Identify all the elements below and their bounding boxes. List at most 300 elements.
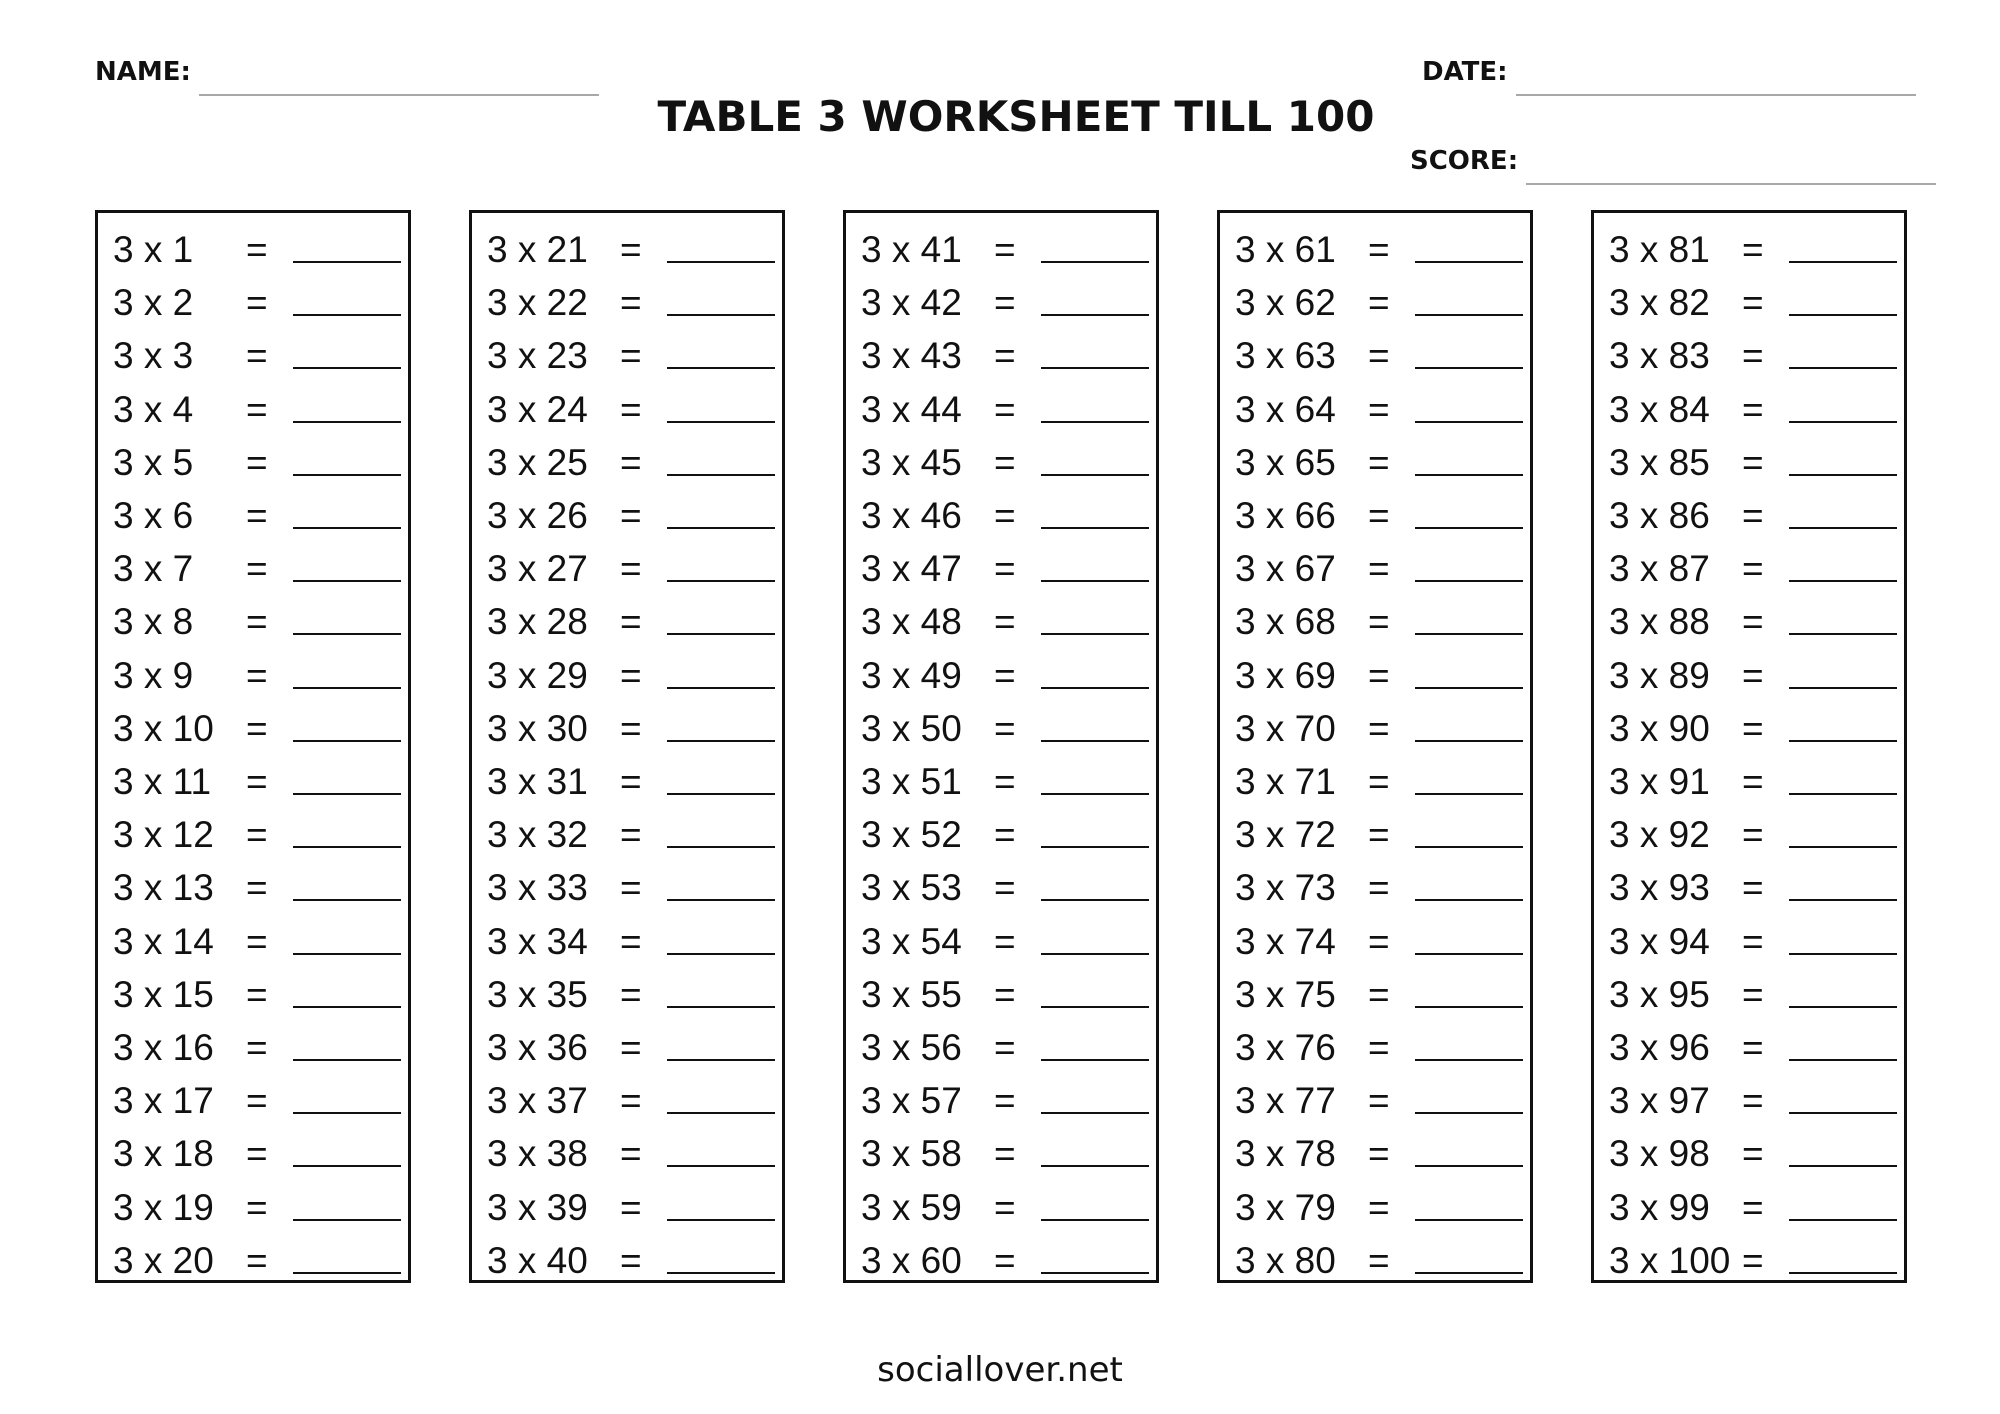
problem-row — [846, 968, 1156, 1021]
equals-sign: = — [620, 707, 642, 749]
answer-blank[interactable] — [1041, 421, 1149, 423]
problem-expression: 3 x 15 — [113, 973, 214, 1015]
problem-expression: 3 x 98 — [1609, 1133, 1710, 1175]
answer-blank[interactable] — [667, 580, 775, 582]
answer-blank[interactable] — [1789, 1165, 1897, 1167]
answer-blank[interactable] — [293, 1006, 401, 1008]
problem-expression: 3 x 49 — [861, 654, 962, 696]
problem-row — [98, 489, 408, 542]
problem-expression: 3 x 52 — [861, 814, 962, 856]
problem-expression: 3 x 75 — [1235, 973, 1336, 1015]
problem-expression: 3 x 44 — [861, 388, 962, 430]
equals-sign: = — [246, 1239, 268, 1281]
problem-expression: 3 x 50 — [861, 707, 962, 749]
problem-expression: 3 x 66 — [1235, 495, 1336, 536]
problem-expression: 3 x 13 — [113, 867, 214, 909]
equals-sign: = — [1368, 761, 1390, 802]
equals-sign: = — [994, 548, 1016, 590]
problem-expression: 3 x 41 — [861, 229, 962, 270]
equals-sign: = — [246, 654, 268, 696]
answer-blank[interactable] — [1041, 314, 1149, 316]
problem-row — [472, 383, 782, 436]
equals-sign: = — [246, 867, 268, 909]
problem-row — [472, 595, 782, 648]
problem-row — [472, 436, 782, 489]
problem-expression: 3 x 82 — [1609, 282, 1710, 324]
answer-blank[interactable] — [667, 1272, 775, 1274]
answer-blank[interactable] — [293, 793, 401, 795]
equals-sign: = — [620, 1239, 642, 1281]
problem-expression: 3 x 95 — [1609, 973, 1710, 1015]
problem-expression: 3 x 27 — [487, 548, 588, 590]
problem-expression: 3 x 63 — [1235, 335, 1336, 377]
answer-blank[interactable] — [667, 1006, 775, 1008]
answer-blank[interactable] — [1415, 1272, 1523, 1274]
equals-sign: = — [246, 601, 268, 643]
problem-row — [1594, 489, 1904, 542]
equals-sign: = — [1368, 973, 1390, 1015]
answer-blank[interactable] — [1789, 1219, 1897, 1221]
answer-blank[interactable] — [1789, 1006, 1897, 1008]
equals-sign: = — [1368, 1239, 1390, 1281]
footer-site: sociallover.net — [877, 1350, 1123, 1390]
problem-expression: 3 x 30 — [487, 707, 588, 749]
equals-sign: = — [1742, 867, 1764, 909]
answer-blank[interactable] — [1041, 687, 1149, 689]
equals-sign: = — [994, 388, 1016, 430]
problem-expression: 3 x 39 — [487, 1186, 588, 1228]
problem-expression: 3 x 97 — [1609, 1080, 1710, 1122]
equals-sign: = — [1742, 229, 1764, 270]
answer-blank[interactable] — [1041, 261, 1149, 263]
problem-row — [472, 1181, 782, 1234]
problem-expression: 3 x 29 — [487, 654, 588, 696]
problem-expression: 3 x 90 — [1609, 707, 1710, 749]
answer-blank[interactable] — [1415, 793, 1523, 795]
problem-expression: 3 x 24 — [487, 388, 588, 430]
equals-sign: = — [246, 229, 268, 270]
answer-blank[interactable] — [1789, 580, 1897, 582]
problem-expression: 3 x 51 — [861, 761, 962, 802]
problem-expression: 3 x 74 — [1235, 920, 1336, 962]
answer-blank[interactable] — [667, 1059, 775, 1061]
equals-sign: = — [1368, 335, 1390, 377]
problem-row — [1220, 915, 1530, 968]
equals-sign: = — [1368, 920, 1390, 962]
problem-row — [846, 1234, 1156, 1287]
equals-sign: = — [1742, 388, 1764, 430]
name-field[interactable] — [95, 58, 599, 86]
problem-row — [1220, 755, 1530, 808]
problem-row — [1594, 968, 1904, 1021]
equals-sign: = — [994, 282, 1016, 324]
problem-row — [1594, 276, 1904, 329]
equals-sign: = — [994, 654, 1016, 696]
problem-column-3 — [843, 210, 1159, 1283]
answer-blank[interactable] — [293, 1272, 401, 1274]
answer-blank[interactable] — [1789, 740, 1897, 742]
problem-row — [1220, 595, 1530, 648]
answer-blank[interactable] — [1041, 899, 1149, 901]
answer-blank[interactable] — [1415, 1112, 1523, 1114]
equals-sign: = — [246, 1186, 268, 1228]
equals-sign: = — [1742, 548, 1764, 590]
equals-sign: = — [994, 1080, 1016, 1122]
problem-expression: 3 x 3 — [113, 335, 194, 377]
equals-sign: = — [620, 973, 642, 1015]
answer-blank[interactable] — [1041, 953, 1149, 955]
problem-expression: 3 x 59 — [861, 1186, 962, 1228]
score-blank-line[interactable] — [1526, 183, 1936, 185]
problem-expression: 3 x 12 — [113, 814, 214, 856]
problem-expression: 3 x 26 — [487, 495, 588, 536]
problem-expression: 3 x 45 — [861, 441, 962, 483]
problem-row — [1594, 915, 1904, 968]
answer-blank[interactable] — [293, 633, 401, 635]
equals-sign: = — [246, 920, 268, 962]
problem-expression: 3 x 73 — [1235, 867, 1336, 909]
answer-blank[interactable] — [667, 793, 775, 795]
answer-blank[interactable] — [1415, 687, 1523, 689]
problem-row — [1594, 649, 1904, 702]
answer-blank[interactable] — [293, 1165, 401, 1167]
problem-expression: 3 x 2 — [113, 282, 194, 324]
answer-blank[interactable] — [1041, 1059, 1149, 1061]
problem-row — [472, 861, 782, 914]
problem-row — [846, 276, 1156, 329]
problem-expression: 3 x 69 — [1235, 654, 1336, 696]
answer-blank[interactable] — [1041, 793, 1149, 795]
answer-blank[interactable] — [1415, 953, 1523, 955]
equals-sign: = — [1368, 654, 1390, 696]
equals-sign: = — [246, 388, 268, 430]
answer-blank[interactable] — [1415, 474, 1523, 476]
problem-row — [98, 968, 408, 1021]
answer-blank[interactable] — [1789, 261, 1897, 263]
problem-row — [846, 489, 1156, 542]
answer-blank[interactable] — [1789, 527, 1897, 529]
problem-expression: 3 x 81 — [1609, 229, 1710, 270]
answer-blank[interactable] — [1789, 1272, 1897, 1274]
answer-blank[interactable] — [293, 1112, 401, 1114]
problem-column-1 — [95, 210, 411, 1283]
equals-sign: = — [246, 973, 268, 1015]
answer-blank[interactable] — [1789, 1112, 1897, 1114]
answer-blank[interactable] — [1415, 367, 1523, 369]
answer-blank[interactable] — [293, 527, 401, 529]
problem-expression: 3 x 20 — [113, 1239, 214, 1281]
equals-sign: = — [1368, 495, 1390, 536]
problem-expression: 3 x 55 — [861, 973, 962, 1015]
problem-row — [846, 702, 1156, 755]
answer-blank[interactable] — [293, 367, 401, 369]
answer-blank[interactable] — [667, 261, 775, 263]
equals-sign: = — [1368, 601, 1390, 643]
problem-expression: 3 x 33 — [487, 867, 588, 909]
problem-row — [846, 861, 1156, 914]
problem-row — [1594, 808, 1904, 861]
answer-blank[interactable] — [293, 687, 401, 689]
problem-expression: 3 x 60 — [861, 1239, 962, 1281]
equals-sign: = — [1742, 282, 1764, 324]
answer-blank[interactable] — [1789, 474, 1897, 476]
problem-expression: 3 x 6 — [113, 495, 194, 536]
answer-blank[interactable] — [667, 474, 775, 476]
answer-blank[interactable] — [293, 261, 401, 263]
answer-blank[interactable] — [1415, 580, 1523, 582]
problem-row — [1220, 808, 1530, 861]
equals-sign: = — [246, 335, 268, 377]
equals-sign: = — [994, 867, 1016, 909]
problem-row — [1220, 542, 1530, 595]
problem-row — [98, 1234, 408, 1287]
answer-blank[interactable] — [293, 740, 401, 742]
problem-row — [472, 915, 782, 968]
answer-blank[interactable] — [667, 527, 775, 529]
problem-row — [846, 649, 1156, 702]
equals-sign: = — [1368, 1080, 1390, 1122]
answer-blank[interactable] — [1789, 953, 1897, 955]
equals-sign: = — [994, 229, 1016, 270]
problem-expression: 3 x 54 — [861, 920, 962, 962]
equals-sign: = — [994, 335, 1016, 377]
answer-blank[interactable] — [1415, 527, 1523, 529]
problem-row — [846, 329, 1156, 382]
problem-expression: 3 x 37 — [487, 1080, 588, 1122]
problem-expression: 3 x 94 — [1609, 920, 1710, 962]
problem-expression: 3 x 9 — [113, 654, 194, 696]
problem-expression: 3 x 91 — [1609, 761, 1710, 802]
score-field[interactable] — [1410, 147, 1936, 175]
problem-row — [98, 702, 408, 755]
equals-sign: = — [1368, 1186, 1390, 1228]
equals-sign: = — [620, 761, 642, 802]
problem-expression: 3 x 46 — [861, 495, 962, 536]
problem-row — [1220, 1021, 1530, 1074]
problem-row — [98, 223, 408, 276]
answer-blank[interactable] — [1041, 580, 1149, 582]
problem-expression: 3 x 14 — [113, 920, 214, 962]
answer-blank[interactable] — [293, 314, 401, 316]
problem-row — [846, 755, 1156, 808]
equals-sign: = — [620, 654, 642, 696]
answer-blank[interactable] — [667, 1219, 775, 1221]
equals-sign: = — [246, 1133, 268, 1175]
answer-blank[interactable] — [1415, 1165, 1523, 1167]
answer-blank[interactable] — [1415, 1006, 1523, 1008]
answer-blank[interactable] — [667, 687, 775, 689]
equals-sign: = — [246, 1080, 268, 1122]
equals-sign: = — [246, 707, 268, 749]
problem-row — [1220, 1074, 1530, 1127]
answer-blank[interactable] — [1415, 261, 1523, 263]
problem-row — [1220, 861, 1530, 914]
equals-sign: = — [1742, 1239, 1764, 1281]
equals-sign: = — [620, 495, 642, 536]
answer-blank[interactable] — [1789, 314, 1897, 316]
equals-sign: = — [246, 814, 268, 856]
problem-expression: 3 x 76 — [1235, 1027, 1336, 1068]
answer-blank[interactable] — [667, 953, 775, 955]
answer-blank[interactable] — [1415, 421, 1523, 423]
problem-row — [1594, 223, 1904, 276]
equals-sign: = — [620, 388, 642, 430]
problem-row — [1594, 755, 1904, 808]
answer-blank[interactable] — [1415, 633, 1523, 635]
problem-row — [1220, 649, 1530, 702]
problem-expression: 3 x 5 — [113, 441, 194, 483]
problem-column-5 — [1591, 210, 1907, 1283]
answer-blank[interactable] — [1041, 474, 1149, 476]
answer-blank[interactable] — [1789, 687, 1897, 689]
answer-blank[interactable] — [1041, 1272, 1149, 1274]
problem-expression: 3 x 23 — [487, 335, 588, 377]
problem-row — [472, 808, 782, 861]
problem-expression: 3 x 67 — [1235, 548, 1336, 590]
problem-row — [98, 595, 408, 648]
problem-row — [1594, 1127, 1904, 1180]
problem-row — [1220, 383, 1530, 436]
answer-blank[interactable] — [1041, 1112, 1149, 1114]
answer-blank[interactable] — [667, 740, 775, 742]
equals-sign: = — [246, 1027, 268, 1068]
problem-expression: 3 x 32 — [487, 814, 588, 856]
problem-column-4 — [1217, 210, 1533, 1283]
answer-blank[interactable] — [667, 633, 775, 635]
answer-blank[interactable] — [293, 899, 401, 901]
answer-blank[interactable] — [293, 474, 401, 476]
answer-blank[interactable] — [293, 1219, 401, 1221]
answer-blank[interactable] — [293, 1059, 401, 1061]
problem-row — [1220, 329, 1530, 382]
answer-blank[interactable] — [1415, 740, 1523, 742]
problem-row — [472, 489, 782, 542]
answer-blank[interactable] — [1415, 846, 1523, 848]
problem-row — [846, 808, 1156, 861]
problem-expression: 3 x 64 — [1235, 388, 1336, 430]
problem-expression: 3 x 19 — [113, 1186, 214, 1228]
problem-expression: 3 x 38 — [487, 1133, 588, 1175]
problem-expression: 3 x 8 — [113, 601, 194, 643]
problem-expression: 3 x 11 — [113, 761, 212, 802]
equals-sign: = — [1742, 1027, 1764, 1068]
answer-blank[interactable] — [1041, 846, 1149, 848]
problem-row — [472, 223, 782, 276]
answer-blank[interactable] — [293, 421, 401, 423]
answer-blank[interactable] — [667, 367, 775, 369]
answer-blank[interactable] — [1789, 1059, 1897, 1061]
problem-row — [846, 1021, 1156, 1074]
problem-row — [98, 861, 408, 914]
answer-blank[interactable] — [1789, 367, 1897, 369]
problem-row — [472, 329, 782, 382]
equals-sign: = — [1368, 707, 1390, 749]
problem-row — [1594, 1021, 1904, 1074]
answer-blank[interactable] — [1415, 1059, 1523, 1061]
answer-blank[interactable] — [1041, 740, 1149, 742]
answer-blank[interactable] — [1041, 367, 1149, 369]
problem-expression: 3 x 40 — [487, 1239, 588, 1281]
problem-expression: 3 x 58 — [861, 1133, 962, 1175]
problem-row — [98, 276, 408, 329]
answer-blank[interactable] — [1041, 633, 1149, 635]
problem-row — [98, 383, 408, 436]
answer-blank[interactable] — [1041, 527, 1149, 529]
problem-expression: 3 x 57 — [861, 1080, 962, 1122]
answer-blank[interactable] — [1789, 421, 1897, 423]
problem-row — [846, 915, 1156, 968]
problem-expression: 3 x 62 — [1235, 282, 1336, 324]
problem-expression: 3 x 48 — [861, 601, 962, 643]
problem-expression: 3 x 88 — [1609, 601, 1710, 643]
problem-row — [1220, 1234, 1530, 1287]
answer-blank[interactable] — [1041, 1219, 1149, 1221]
answer-blank[interactable] — [667, 314, 775, 316]
problem-expression: 3 x 96 — [1609, 1027, 1710, 1068]
problem-expression: 3 x 43 — [861, 335, 962, 377]
answer-blank[interactable] — [667, 1165, 775, 1167]
equals-sign: = — [994, 1239, 1016, 1281]
equals-sign: = — [1368, 867, 1390, 909]
problem-row — [472, 968, 782, 1021]
problem-expression: 3 x 68 — [1235, 601, 1336, 643]
problem-expression: 3 x 1 — [113, 229, 194, 270]
problem-expression: 3 x 31 — [487, 761, 588, 802]
problem-row — [846, 223, 1156, 276]
answer-blank[interactable] — [1041, 1165, 1149, 1167]
problem-expression: 3 x 61 — [1235, 229, 1336, 270]
equals-sign: = — [1742, 1133, 1764, 1175]
score-label: SCORE: — [1410, 146, 1519, 176]
problem-expression: 3 x 92 — [1609, 814, 1710, 856]
answer-blank[interactable] — [293, 846, 401, 848]
answer-blank[interactable] — [293, 953, 401, 955]
problem-row — [472, 1234, 782, 1287]
problem-expression: 3 x 35 — [487, 973, 588, 1015]
equals-sign: = — [620, 814, 642, 856]
equals-sign: = — [620, 229, 642, 270]
answer-blank[interactable] — [667, 1112, 775, 1114]
problem-expression: 3 x 53 — [861, 867, 962, 909]
answer-blank[interactable] — [1789, 633, 1897, 635]
answer-blank[interactable] — [1415, 899, 1523, 901]
problem-expression: 3 x 22 — [487, 282, 588, 324]
problem-row — [472, 755, 782, 808]
problem-expression: 3 x 79 — [1235, 1186, 1336, 1228]
answer-blank[interactable] — [1789, 793, 1897, 795]
answer-blank[interactable] — [1415, 1219, 1523, 1221]
equals-sign: = — [1742, 814, 1764, 856]
answer-blank[interactable] — [667, 421, 775, 423]
answer-blank[interactable] — [1041, 1006, 1149, 1008]
date-field[interactable] — [1422, 58, 1916, 86]
answer-blank[interactable] — [1789, 846, 1897, 848]
answer-blank[interactable] — [1415, 314, 1523, 316]
problem-row — [1220, 223, 1530, 276]
equals-sign: = — [994, 1027, 1016, 1068]
answer-blank[interactable] — [1789, 899, 1897, 901]
problem-row — [1594, 595, 1904, 648]
problem-row — [98, 542, 408, 595]
problem-row — [846, 595, 1156, 648]
problem-expression: 3 x 86 — [1609, 495, 1710, 536]
answer-blank[interactable] — [667, 846, 775, 848]
equals-sign: = — [1742, 920, 1764, 962]
problem-row — [1220, 489, 1530, 542]
answer-blank[interactable] — [667, 899, 775, 901]
answer-blank[interactable] — [293, 580, 401, 582]
equals-sign: = — [1742, 973, 1764, 1015]
